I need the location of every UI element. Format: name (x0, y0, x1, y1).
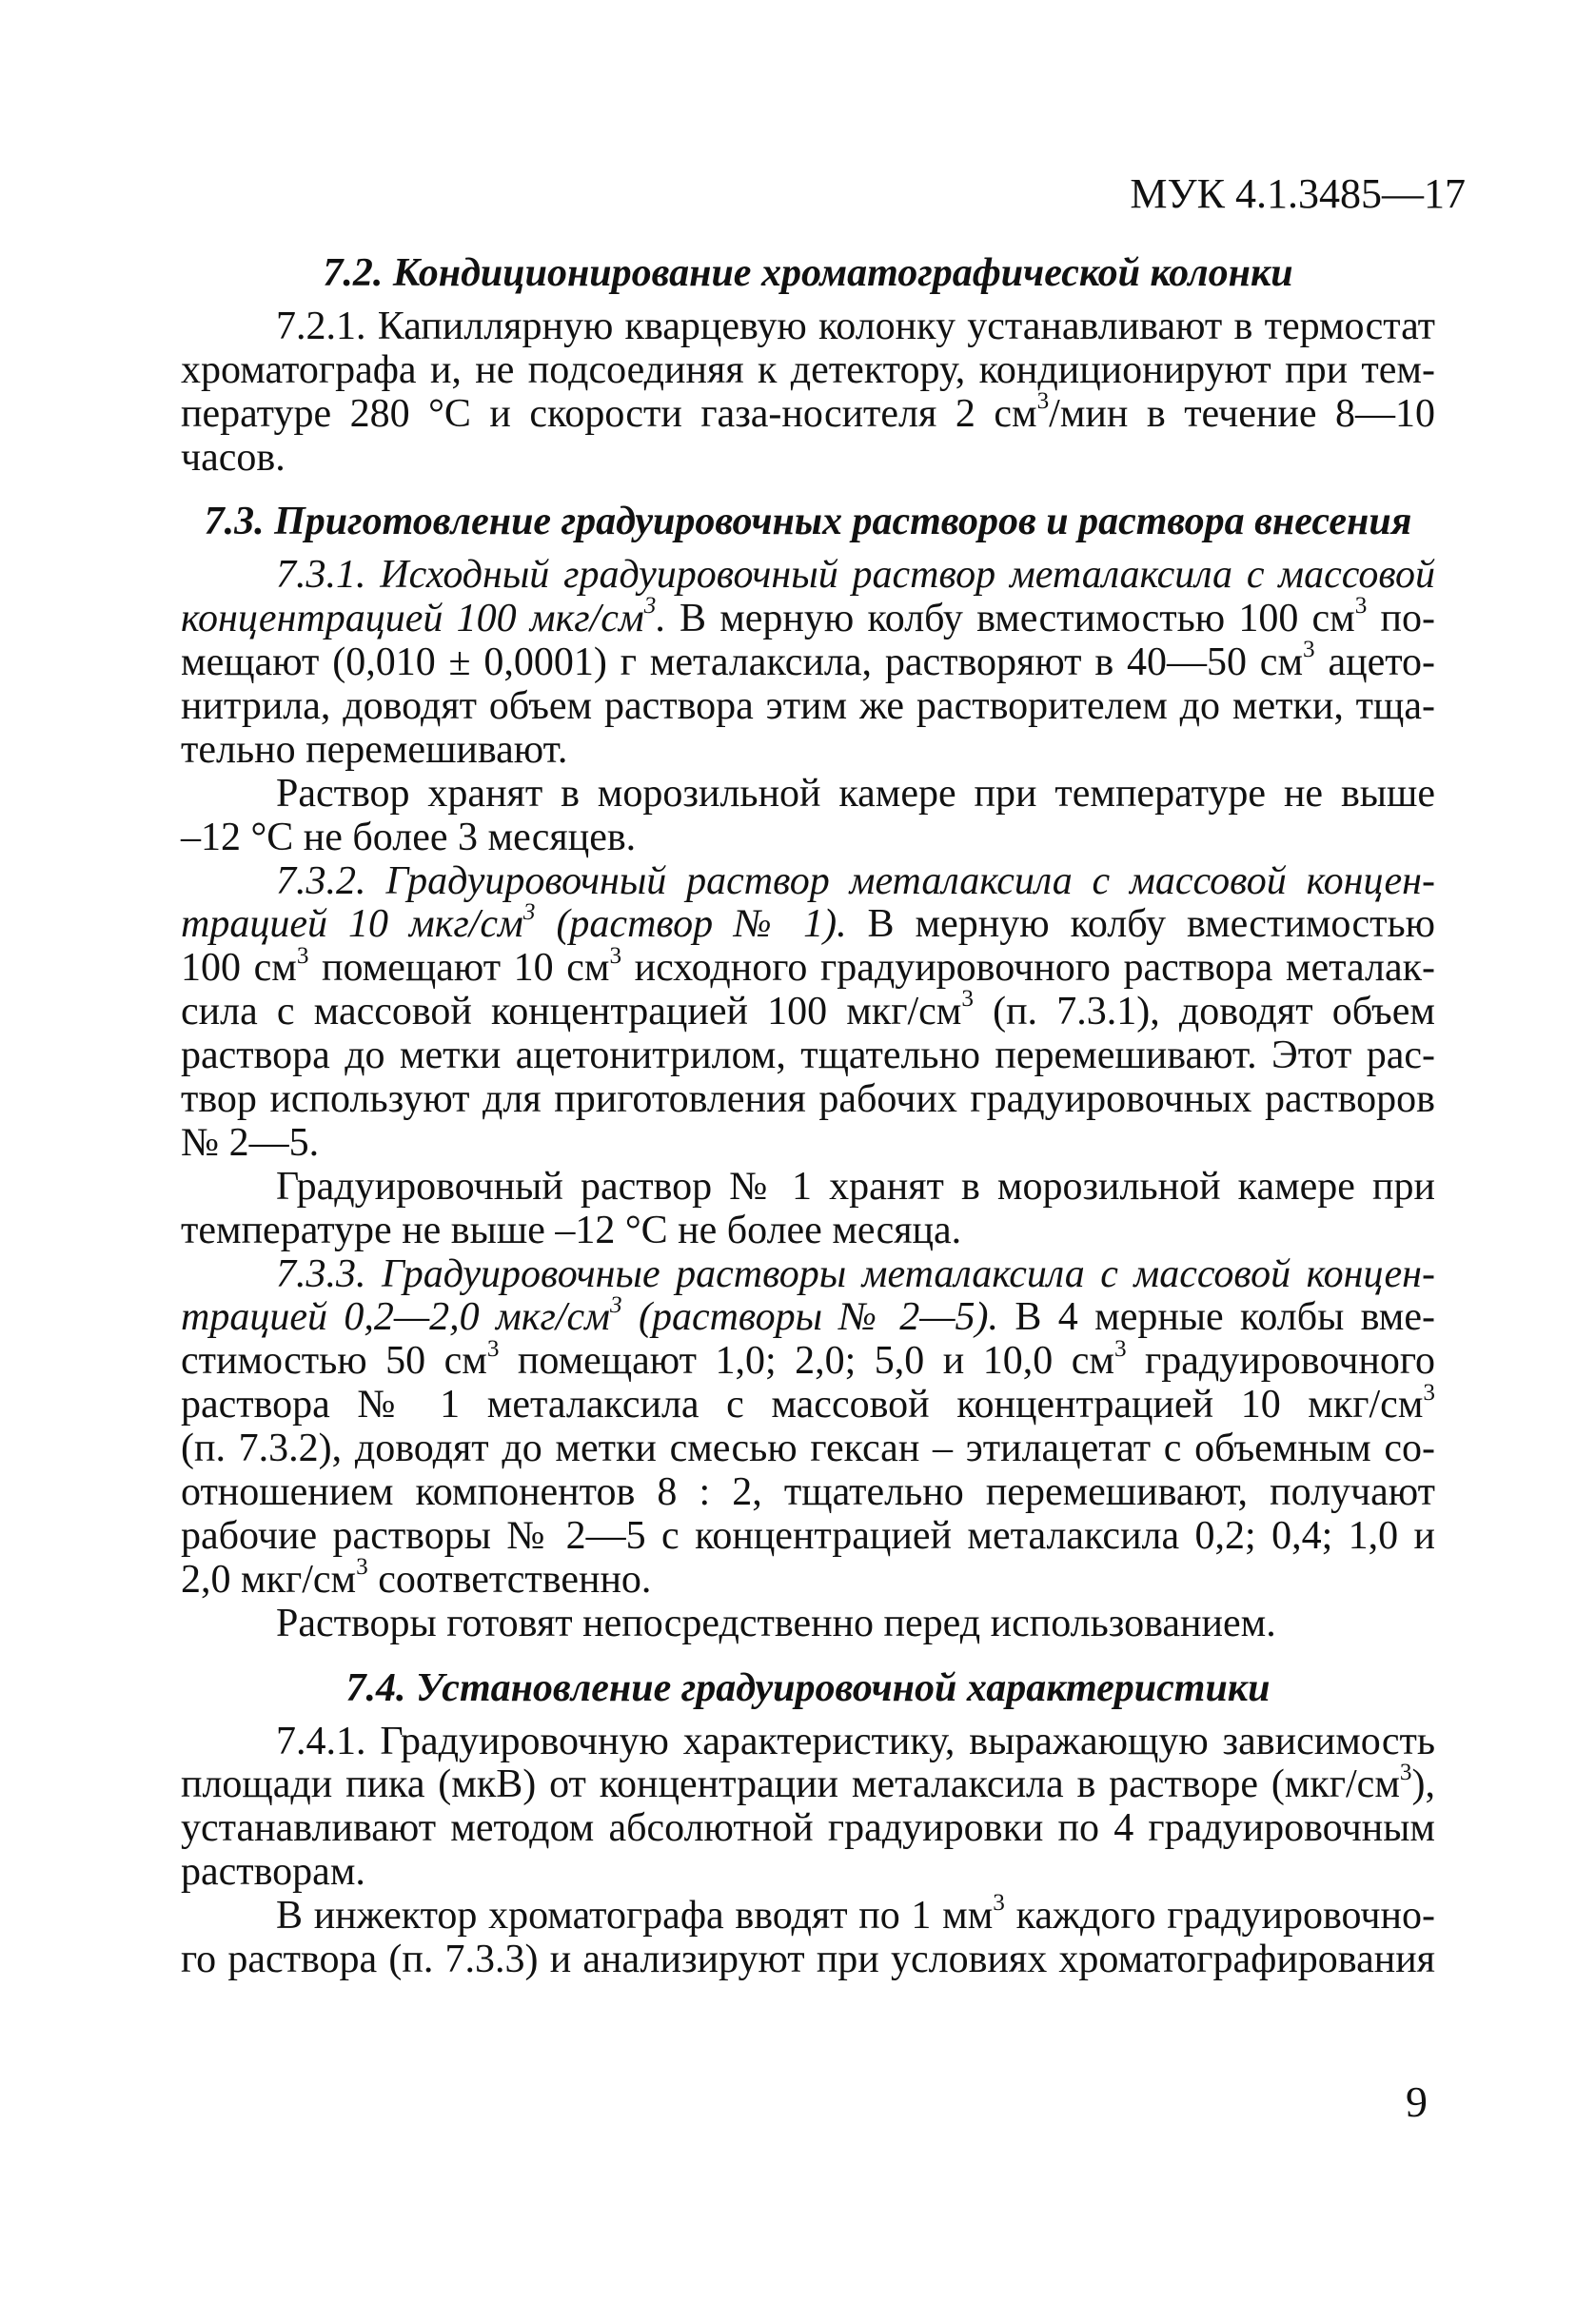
text-line: № 2—5. (181, 1120, 320, 1165)
paragraph-storage-note (181, 773, 1435, 860)
section-heading-7-4: 7.4. Установление градуировочной характеристики (345, 1665, 1271, 1710)
paragraph-7-3-2 (181, 860, 1435, 1166)
text-line (181, 1379, 1435, 1427)
text-run: исходного градуировочного раствора металак- (621, 946, 1435, 991)
text-run: трацией 0,2—2,0 мкг/см (181, 1295, 610, 1340)
text-run: ацето- (1314, 640, 1436, 685)
text-run: . (656, 597, 666, 641)
text-line (181, 593, 1435, 641)
section-heading-7-2: 7.2. Кондиционирование хроматографической колонки (323, 251, 1293, 295)
text-line: 7.3.1. Исходный градуировочный раствор металаксила с массовой (276, 553, 1435, 598)
text-line: твор используют для приготовления рабочих градуировочных растворов (181, 1077, 1435, 1122)
document-body (181, 252, 1435, 1982)
text-run: градуировочного (1126, 1339, 1436, 1384)
text-line: отношением компонентов 8 : 2, тщательно перемешивают, получают (181, 1470, 1435, 1515)
text-line: 7.4.1. Градуировочную характеристику, выражающую зависимость (276, 1719, 1435, 1763)
text-run: мещают (0,010 ± 0,0001) г металаксила, растворяют в 40—50 см (181, 640, 1304, 685)
superscript: 3 (643, 593, 657, 620)
text-run: помещают 10 см (308, 946, 610, 991)
text-line: 7.2.1. Капиллярную кварцевую колонку устанавливают в термостат (276, 304, 1435, 348)
superscript: 3 (609, 942, 622, 969)
text-run: по- (1367, 597, 1435, 641)
page-number: 9 (1406, 2077, 1428, 2126)
text-line: го раствора (п. 7.3.3) и анализируют при условиях хроматографирования (181, 1937, 1435, 1981)
text-run: стимостью 50 см (181, 1339, 487, 1384)
text-line (181, 1335, 1436, 1384)
text-run: раствора № 1 металаксила с массовой концентрацией 10 мкг/см (181, 1383, 1424, 1427)
text-line: растворам. (181, 1850, 365, 1895)
text-line (181, 1759, 1435, 1807)
superscript: 3 (356, 1554, 368, 1581)
superscript: 3 (993, 1890, 1005, 1917)
text-line (181, 387, 1435, 437)
superscript: 3 (1036, 387, 1050, 414)
text-run: (раствор № 1). (535, 902, 847, 947)
text-line (181, 942, 1435, 991)
paragraph-7-3-3 (181, 1253, 1435, 1603)
text-line: –12 °С не более 3 месяцев. (181, 815, 637, 859)
paragraph-prepare-note (181, 1603, 1435, 1646)
text-run: В мерную колбу вместимостью 100 см (665, 597, 1355, 641)
text-line (181, 1291, 1435, 1340)
text-run: В мерную колбу вместимостью (846, 902, 1435, 947)
text-line: 7.3.3. Градуировочные растворы металаксила с массовой концен- (276, 1251, 1435, 1296)
text-run: 100 см (181, 946, 297, 991)
text-run: каждого градуировочно- (1004, 1894, 1435, 1939)
text-run: 2,0 мкг/см (181, 1557, 357, 1602)
text-line: Градуировочный раствор № 1 хранят в морозильной камере при (276, 1164, 1435, 1209)
text-line: устанавливают методом абсолютной градуировки по 4 градуировочным (181, 1806, 1435, 1851)
superscript: 3 (1354, 593, 1368, 620)
text-line: хроматографа и, не подсоединяя к детектору, кондиционируют при тем- (181, 347, 1435, 392)
document-code: МУК 4.1.3485—17 (1130, 170, 1466, 217)
paragraph-7-3-1 (181, 554, 1435, 772)
superscript: 3 (961, 986, 974, 1013)
paragraph-solution-1-storage (181, 1166, 1435, 1253)
text-run: соответственно. (367, 1557, 652, 1602)
paragraph-7-4-1 (181, 1721, 1435, 1896)
text-line (181, 986, 1435, 1034)
superscript: 3 (296, 942, 309, 969)
text-line (181, 1554, 1435, 1603)
text-run: ), (1411, 1762, 1435, 1807)
text-run: сила с массовой концентрацией 100 мкг/см (181, 990, 962, 1034)
text-line: часов. (181, 435, 286, 480)
text-run: (растворы № 2—5). (621, 1295, 999, 1340)
superscript: 3 (1399, 1759, 1412, 1785)
text-line: Растворы готовят непосредственно перед использованием. (276, 1601, 1276, 1645)
text-run: /мин в течение 8—10 (1049, 391, 1435, 436)
text-line: рабочие растворы № 2—5 с концентрацией металаксила 0,2; 0,4; 1,0 и (181, 1513, 1435, 1558)
text-run: помещают 1,0; 2,0; 5,0 и 10,0 см (499, 1339, 1114, 1384)
superscript: 3 (522, 898, 536, 925)
paragraph-7-2-1 (181, 305, 1435, 481)
text-line: Раствор хранят в морозильной камере при температуре не выше (276, 771, 1435, 816)
text-line (181, 898, 1435, 947)
section-heading-7-3: 7.3. Приготовление градуировочных растворов и раствора внесения (204, 500, 1412, 544)
text-line: (п. 7.3.2), доводят до метки смесью гексан – этилацетат с объемным со- (181, 1427, 1435, 1471)
text-run: В инжектор хроматографа вводят по 1 мм (276, 1894, 994, 1939)
text-run: В 4 мерные колбы вме- (998, 1295, 1435, 1340)
paragraph-injection (181, 1890, 1435, 1982)
superscript: 3 (1423, 1379, 1435, 1406)
text-run: пературе 280 °С и скорости газа-носителя 2 см (181, 391, 1037, 436)
text-line: тельно перемешивают. (181, 727, 568, 772)
superscript: 3 (486, 1335, 500, 1362)
text-line: нитрила, доводят объем раствора этим же растворителем до метки, тща- (181, 684, 1435, 729)
text-run: площади пика (мкВ) от концентрации металаксила в растворе (мкг/см (181, 1762, 1400, 1807)
text-line (181, 1890, 1435, 1939)
text-line: 7.3.2. Градуировочный раствор металаксила с массовой концен- (276, 858, 1435, 903)
text-run: (п. 7.3.1), доводят объем (973, 990, 1435, 1034)
superscript: 3 (1113, 1335, 1127, 1362)
superscript: 3 (1303, 637, 1315, 663)
text-run: трацией 10 мкг/см (181, 902, 523, 947)
superscript: 3 (610, 1291, 622, 1318)
text-run: концентрацией 100 мкг/см (181, 597, 644, 641)
text-line: раствора до метки ацетонитрилом, тщательно перемешивают. Этот рас- (181, 1033, 1435, 1078)
text-line: температуре не выше –12 °С не более месяца. (181, 1208, 962, 1252)
text-line (181, 637, 1436, 685)
